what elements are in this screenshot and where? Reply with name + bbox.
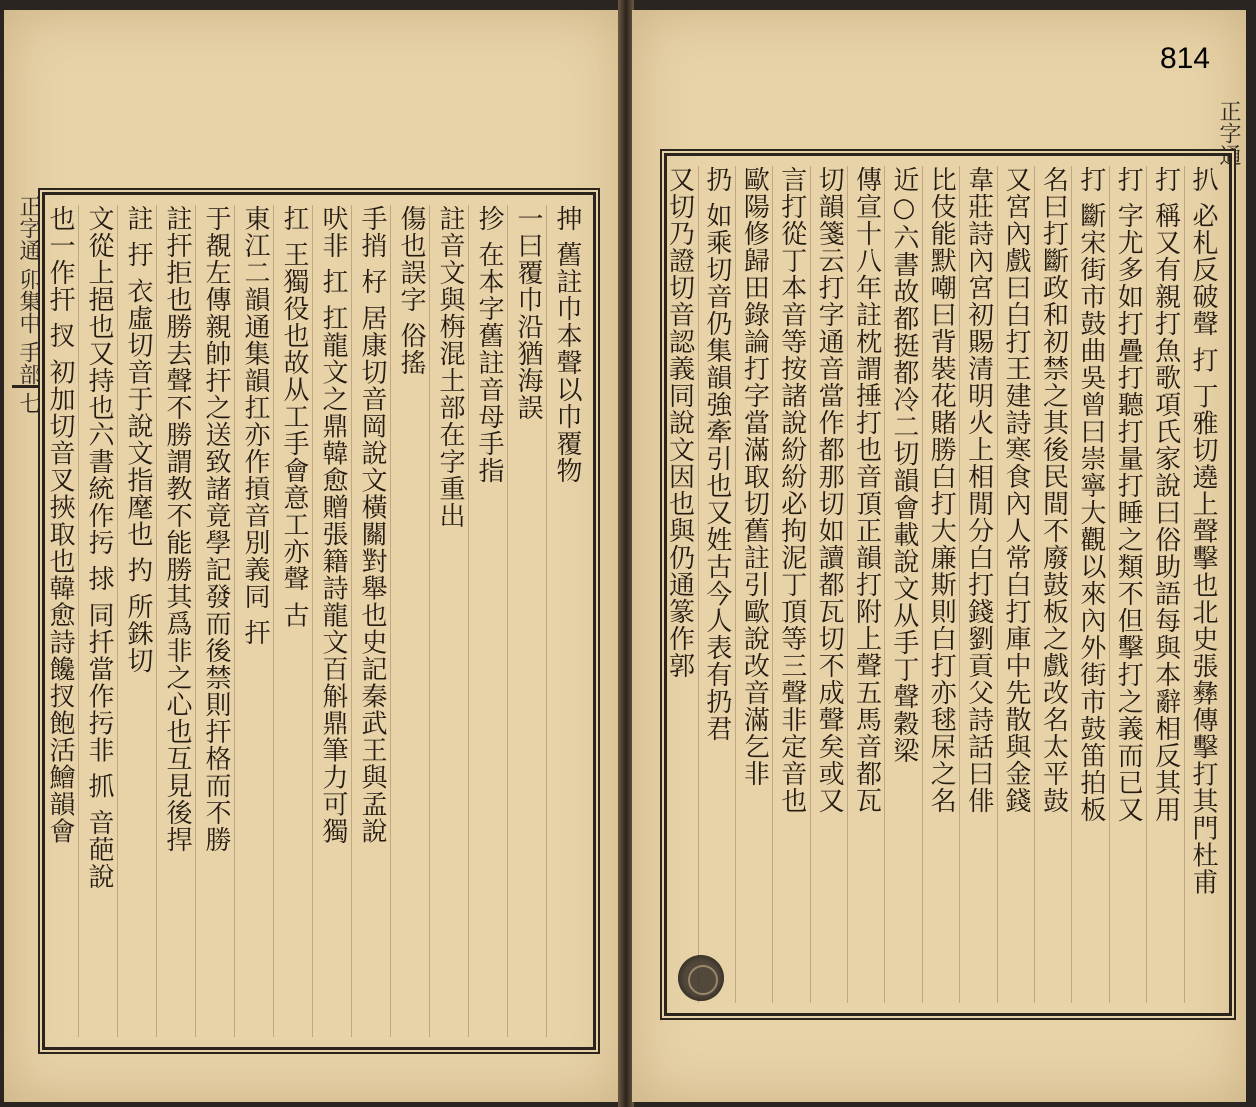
left-page-column: 傷也誤字 俗搖 — [390, 205, 429, 1037]
left-page-column: 手捎 杍 居康切音岡說文橫關對舉也史記秦武王與孟說 — [351, 205, 390, 1037]
left-page-column: 一曰覆巾沿猶海誤 — [507, 205, 546, 1037]
right-page-column: 打 字尤多如打疊打聽打量打睡之類不但擊打之義而已又 — [1109, 166, 1146, 1003]
left-text-columns — [45, 195, 593, 1047]
left-page-column: 扛 王獨役也故从工手會意工亦聲 古 — [273, 205, 312, 1037]
left-margin-label: 正字通 卯集中 手部 七 — [16, 195, 41, 414]
right-page-column: 又宮內戲曰白打王建詩寒食內人常白打庫中先散與金錢 — [997, 166, 1034, 1003]
left-page-column: 註 扜 衣虛切音于說文指麾也 扚 所銖切 — [117, 205, 156, 1037]
left-text-frame — [42, 192, 596, 1050]
right-page-column: 傳宣十八年註枕謂捶打也音頂正韻打附上聲五馬音都瓦 — [847, 166, 884, 1003]
right-page-column: 切韻箋云打字通音當作都那切如讀都瓦切不成聲矣或又 — [810, 166, 847, 1003]
right-page-column: 近○六書故都挺都冷二切韻會載說文从手丁聲穀梁 — [884, 166, 921, 1003]
left-page-column: 于覩左傳親帥扞之送致諸竟學記發而後禁則扞格而不勝 — [195, 205, 234, 1037]
left-page-column: 也一作扞 扠 初加切音叉挾取也韓愈詩饞扠飽活鱠韻會 — [39, 205, 78, 1037]
left-page-column: 抮 在本字舊註音母手指 — [468, 205, 507, 1037]
left-page-column: 吠非 扛 扛龍文之鼎韓愈贈張籍詩龍文百斛鼎筆力可獨 — [312, 205, 351, 1037]
right-page-column: 又切乃證切音認義同說文因也與仍通篆作郭 — [660, 166, 697, 1003]
right-page-column: 言打從丁本音等按諸說紛紛必拘泥丁頂等三聲非定音也 — [772, 166, 809, 1003]
left-page-column: 註扞拒也勝去聲不勝謂教不能勝其爲非之心也互見後捍 — [156, 205, 195, 1037]
right-page-column: 扔 如乘切音仍集韻強牽引也又姓古今人表有扔君 — [698, 166, 735, 1003]
page-number: 814 — [1159, 42, 1210, 75]
right-page-column: 韋莊詩內宮初賜清明火上相閒分白打錢劉貢父詩話曰俳 — [959, 166, 996, 1003]
left-page — [4, 10, 622, 1102]
right-page-column: 名曰打斷政和初禁之其後民間不廢鼓板之戲改名太平鼓 — [1034, 166, 1071, 1003]
right-page-column: 比伎能默嘲曰背裝花賭勝白打大廉斯則白打亦毬杘之名 — [922, 166, 959, 1003]
left-page-column: 註音文與栴混土部在字重出 — [429, 205, 468, 1037]
seal-stamp-icon — [678, 955, 724, 1001]
right-page-column: 打 稱又有親打魚歌項氏家說曰俗助語每與本辭相反其用 — [1146, 166, 1183, 1003]
right-text-frame — [664, 153, 1232, 1016]
right-margin-label: 正字通 — [1216, 100, 1241, 166]
left-page-column: 東江二韻通集韻扛亦作摃音別義同 扞 — [234, 205, 273, 1037]
right-page-column: 打 斷宋街市鼓曲吳曾曰崇寧大觀以來內外街市鼓笛拍板 — [1071, 166, 1108, 1003]
left-page-column: 抻 舊註巾本聲以巾覆物 — [546, 205, 585, 1037]
right-text-columns — [664, 156, 1229, 1013]
right-page-column: 歐陽修歸田錄論打字當滿取切舊註引歐說改音滿乞非 — [735, 166, 772, 1003]
left-page-column: 文從上挹也又持也六書統作扝 捄 同扦當作扝非 抓 音葩說 — [78, 205, 117, 1037]
right-page-column: 扒 必札反破聲 打 丁雅切遶上聲擊也北史張彝傳擊打其門杜甫 — [1184, 166, 1221, 1003]
